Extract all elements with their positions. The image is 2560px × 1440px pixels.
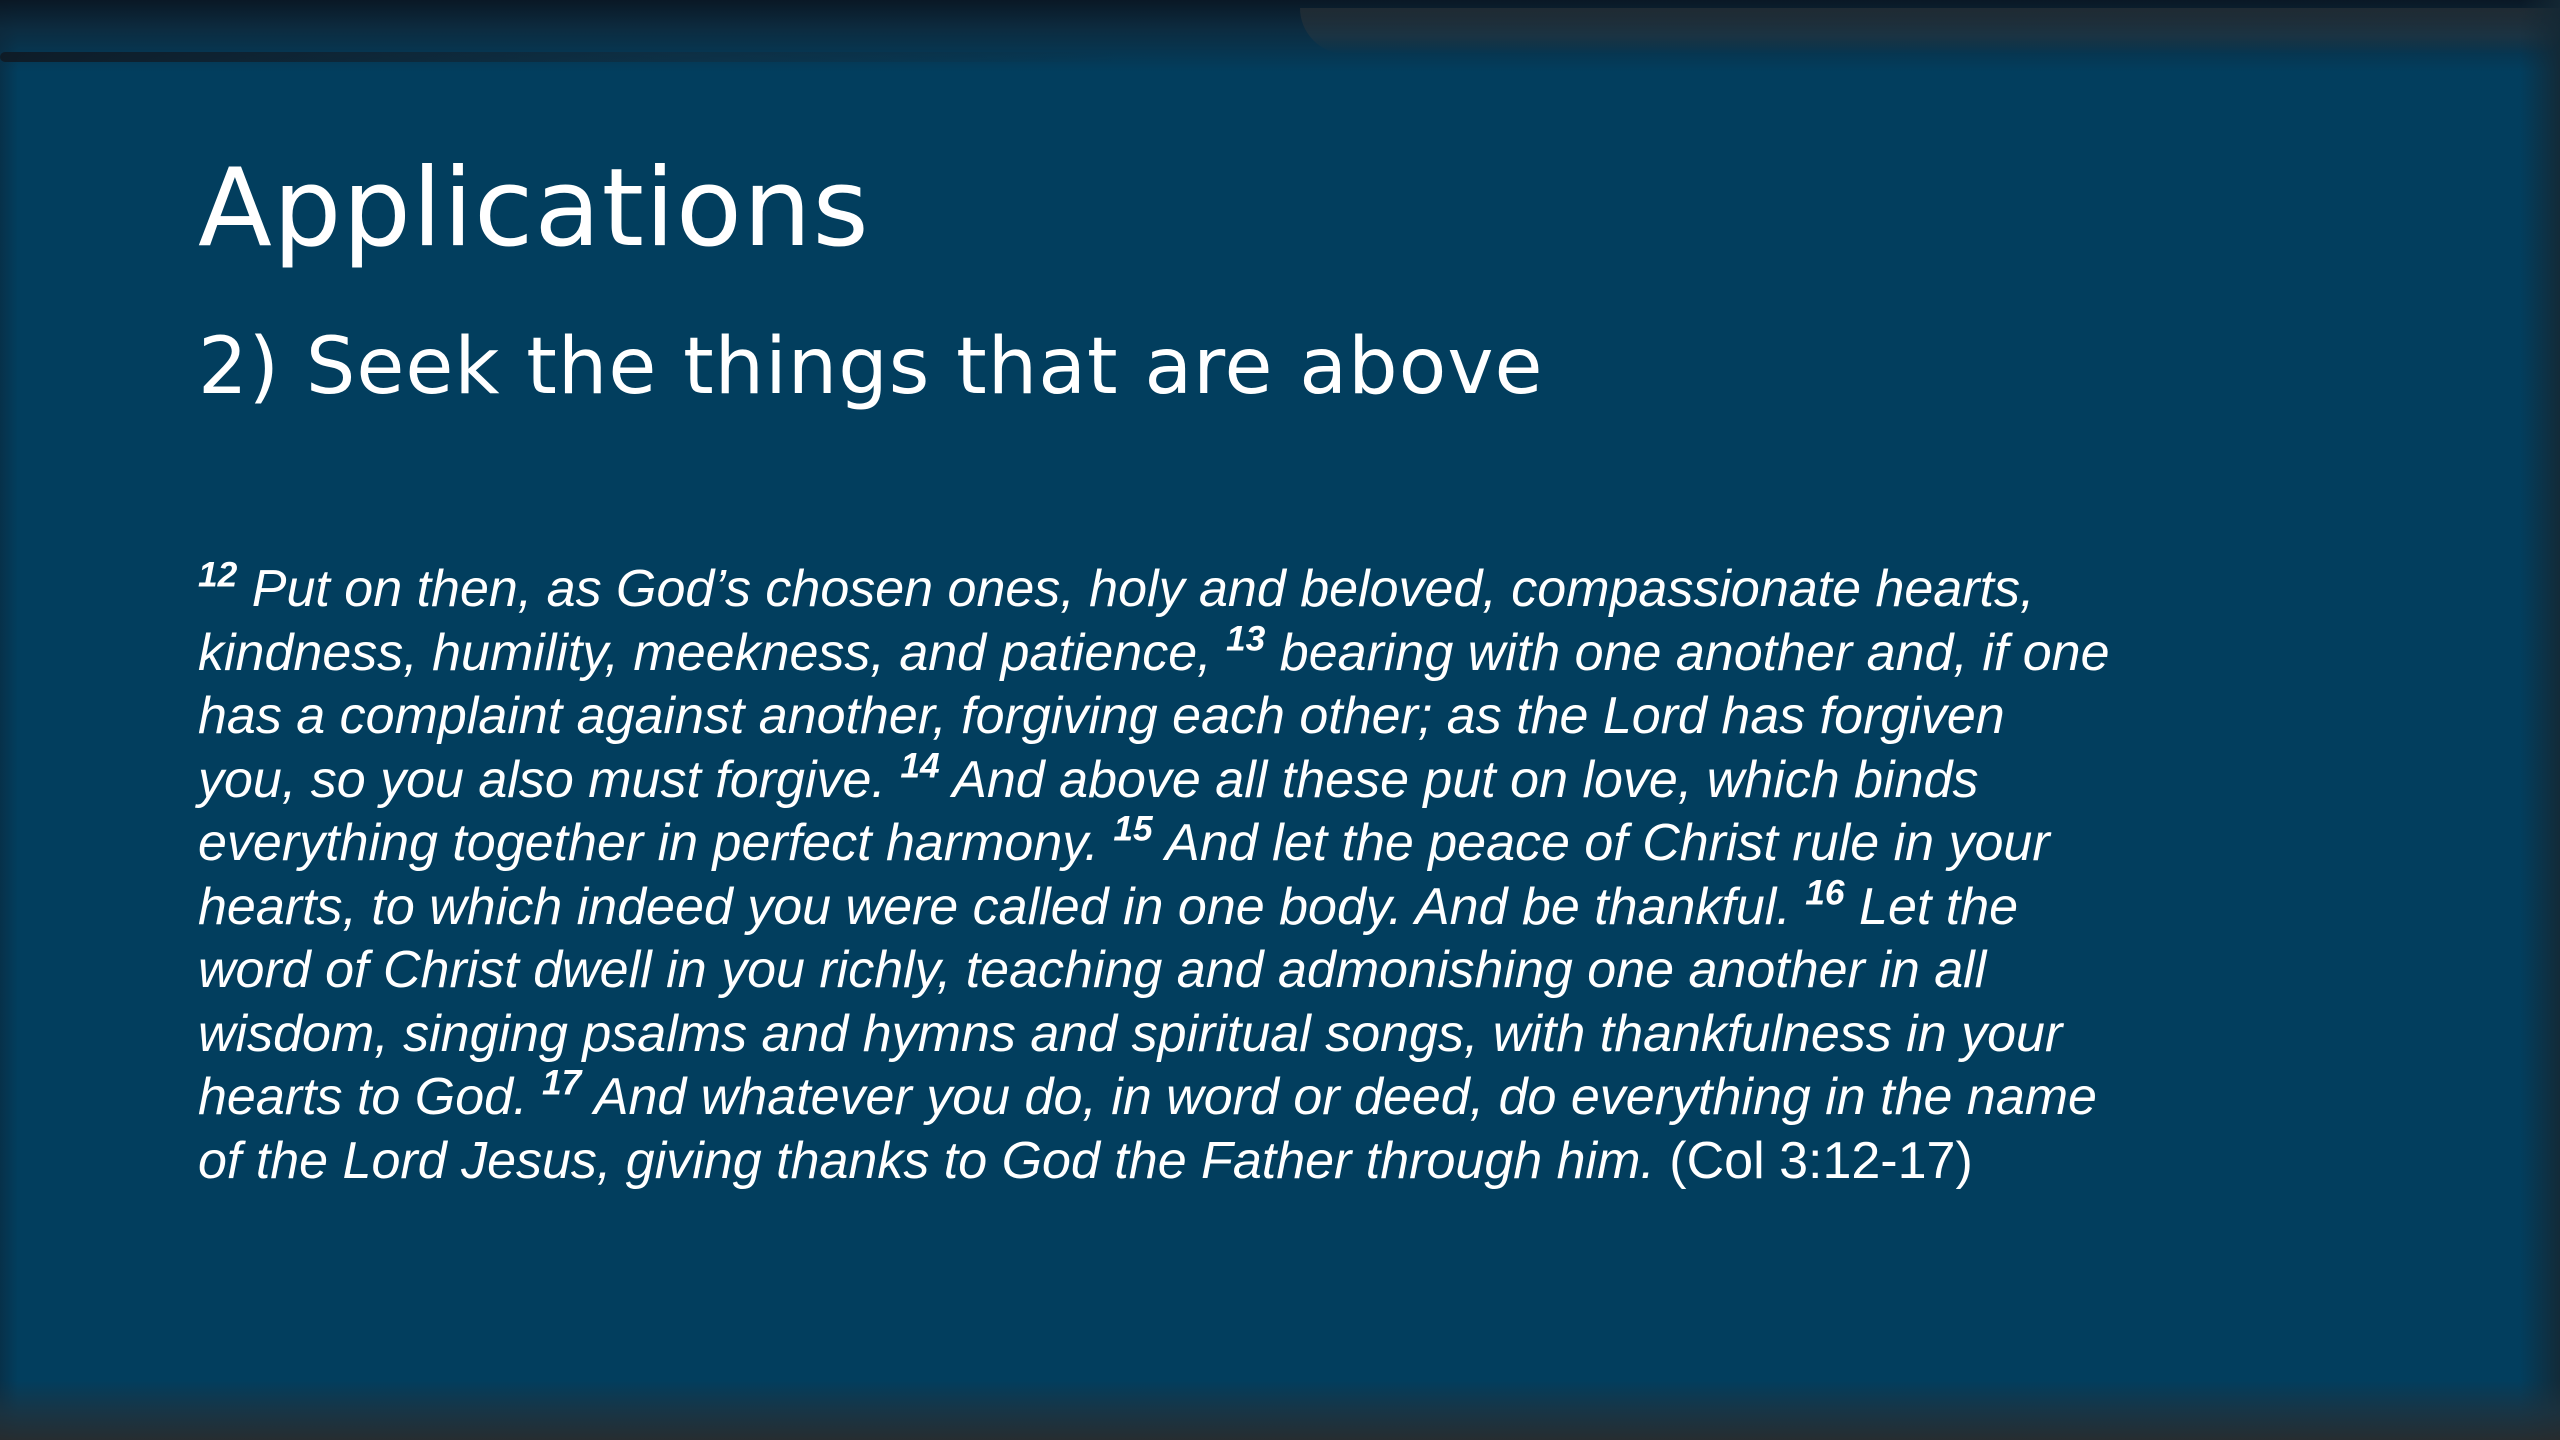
- passage-line: [198, 746, 2428, 813]
- scripture-reference: (Col 3:12-17): [1669, 1131, 1973, 1190]
- passage-line: [198, 1003, 2428, 1067]
- passage-text: And whatever you do, in word or deed, do everything in the name: [581, 1068, 2097, 1126]
- verse-number: 12: [198, 555, 238, 595]
- passage-text: And above all these put on love, which binds: [939, 750, 1979, 809]
- slide-subtitle: 2) Seek the things that are above: [198, 322, 1544, 412]
- verse-number: 15: [1113, 809, 1153, 849]
- passage-text: wisdom, singing psalms and hymns and spiritual songs, with thankfulness in your: [198, 1004, 2063, 1063]
- passage-text: bearing with one another and, if one: [1265, 623, 2110, 682]
- paint-edge-left: [0, 0, 18, 1440]
- verse-number: 13: [1226, 619, 1266, 659]
- passage-line: [198, 555, 2428, 622]
- passage-line: [198, 619, 2428, 686]
- passage-text: everything together in perfect harmony.: [198, 814, 1114, 872]
- verse-number: 14: [900, 746, 940, 786]
- passage-text: hearts to God.: [198, 1068, 542, 1126]
- paint-edge-right: [2520, 0, 2560, 1440]
- scripture-passage: [198, 555, 2428, 1193]
- passage-text: you, so you also must forgive.: [198, 750, 901, 809]
- passage-text: Put on then, as God’s chosen ones, holy and beloved, compassionate hearts,: [237, 560, 2035, 618]
- passage-line: [198, 939, 2428, 1003]
- slide-title: Applications: [198, 146, 870, 271]
- passage-text: word of Christ dwell in you richly, teaching and admonishing one another in all: [198, 941, 1987, 999]
- passage-text: of the Lord Jesus, giving thanks to God the Father through him.: [198, 1131, 1670, 1190]
- passage-text: Let the: [1844, 877, 2019, 936]
- paint-edge-bottom: [0, 1380, 2560, 1440]
- passage-text: has a complaint against another, forgiving each other; as the Lord has forgiven: [198, 687, 2005, 745]
- passage-text: hearts, to which indeed you were called in one body. And be thankful.: [198, 877, 1806, 936]
- verse-number: 17: [541, 1063, 582, 1103]
- passage-text: And let the peace of Christ rule in your: [1152, 814, 2050, 872]
- verse-number: 16: [1805, 873, 1845, 913]
- passage-line: [198, 809, 2428, 876]
- passage-line: [198, 873, 2428, 940]
- passage-line: [198, 1130, 2428, 1194]
- passage-line: [198, 685, 2428, 749]
- paint-streak: [0, 52, 1120, 62]
- passage-line: [198, 1063, 2428, 1130]
- paint-streak: [1300, 8, 2560, 54]
- passage-text: kindness, humility, meekness, and patience,: [198, 623, 1227, 682]
